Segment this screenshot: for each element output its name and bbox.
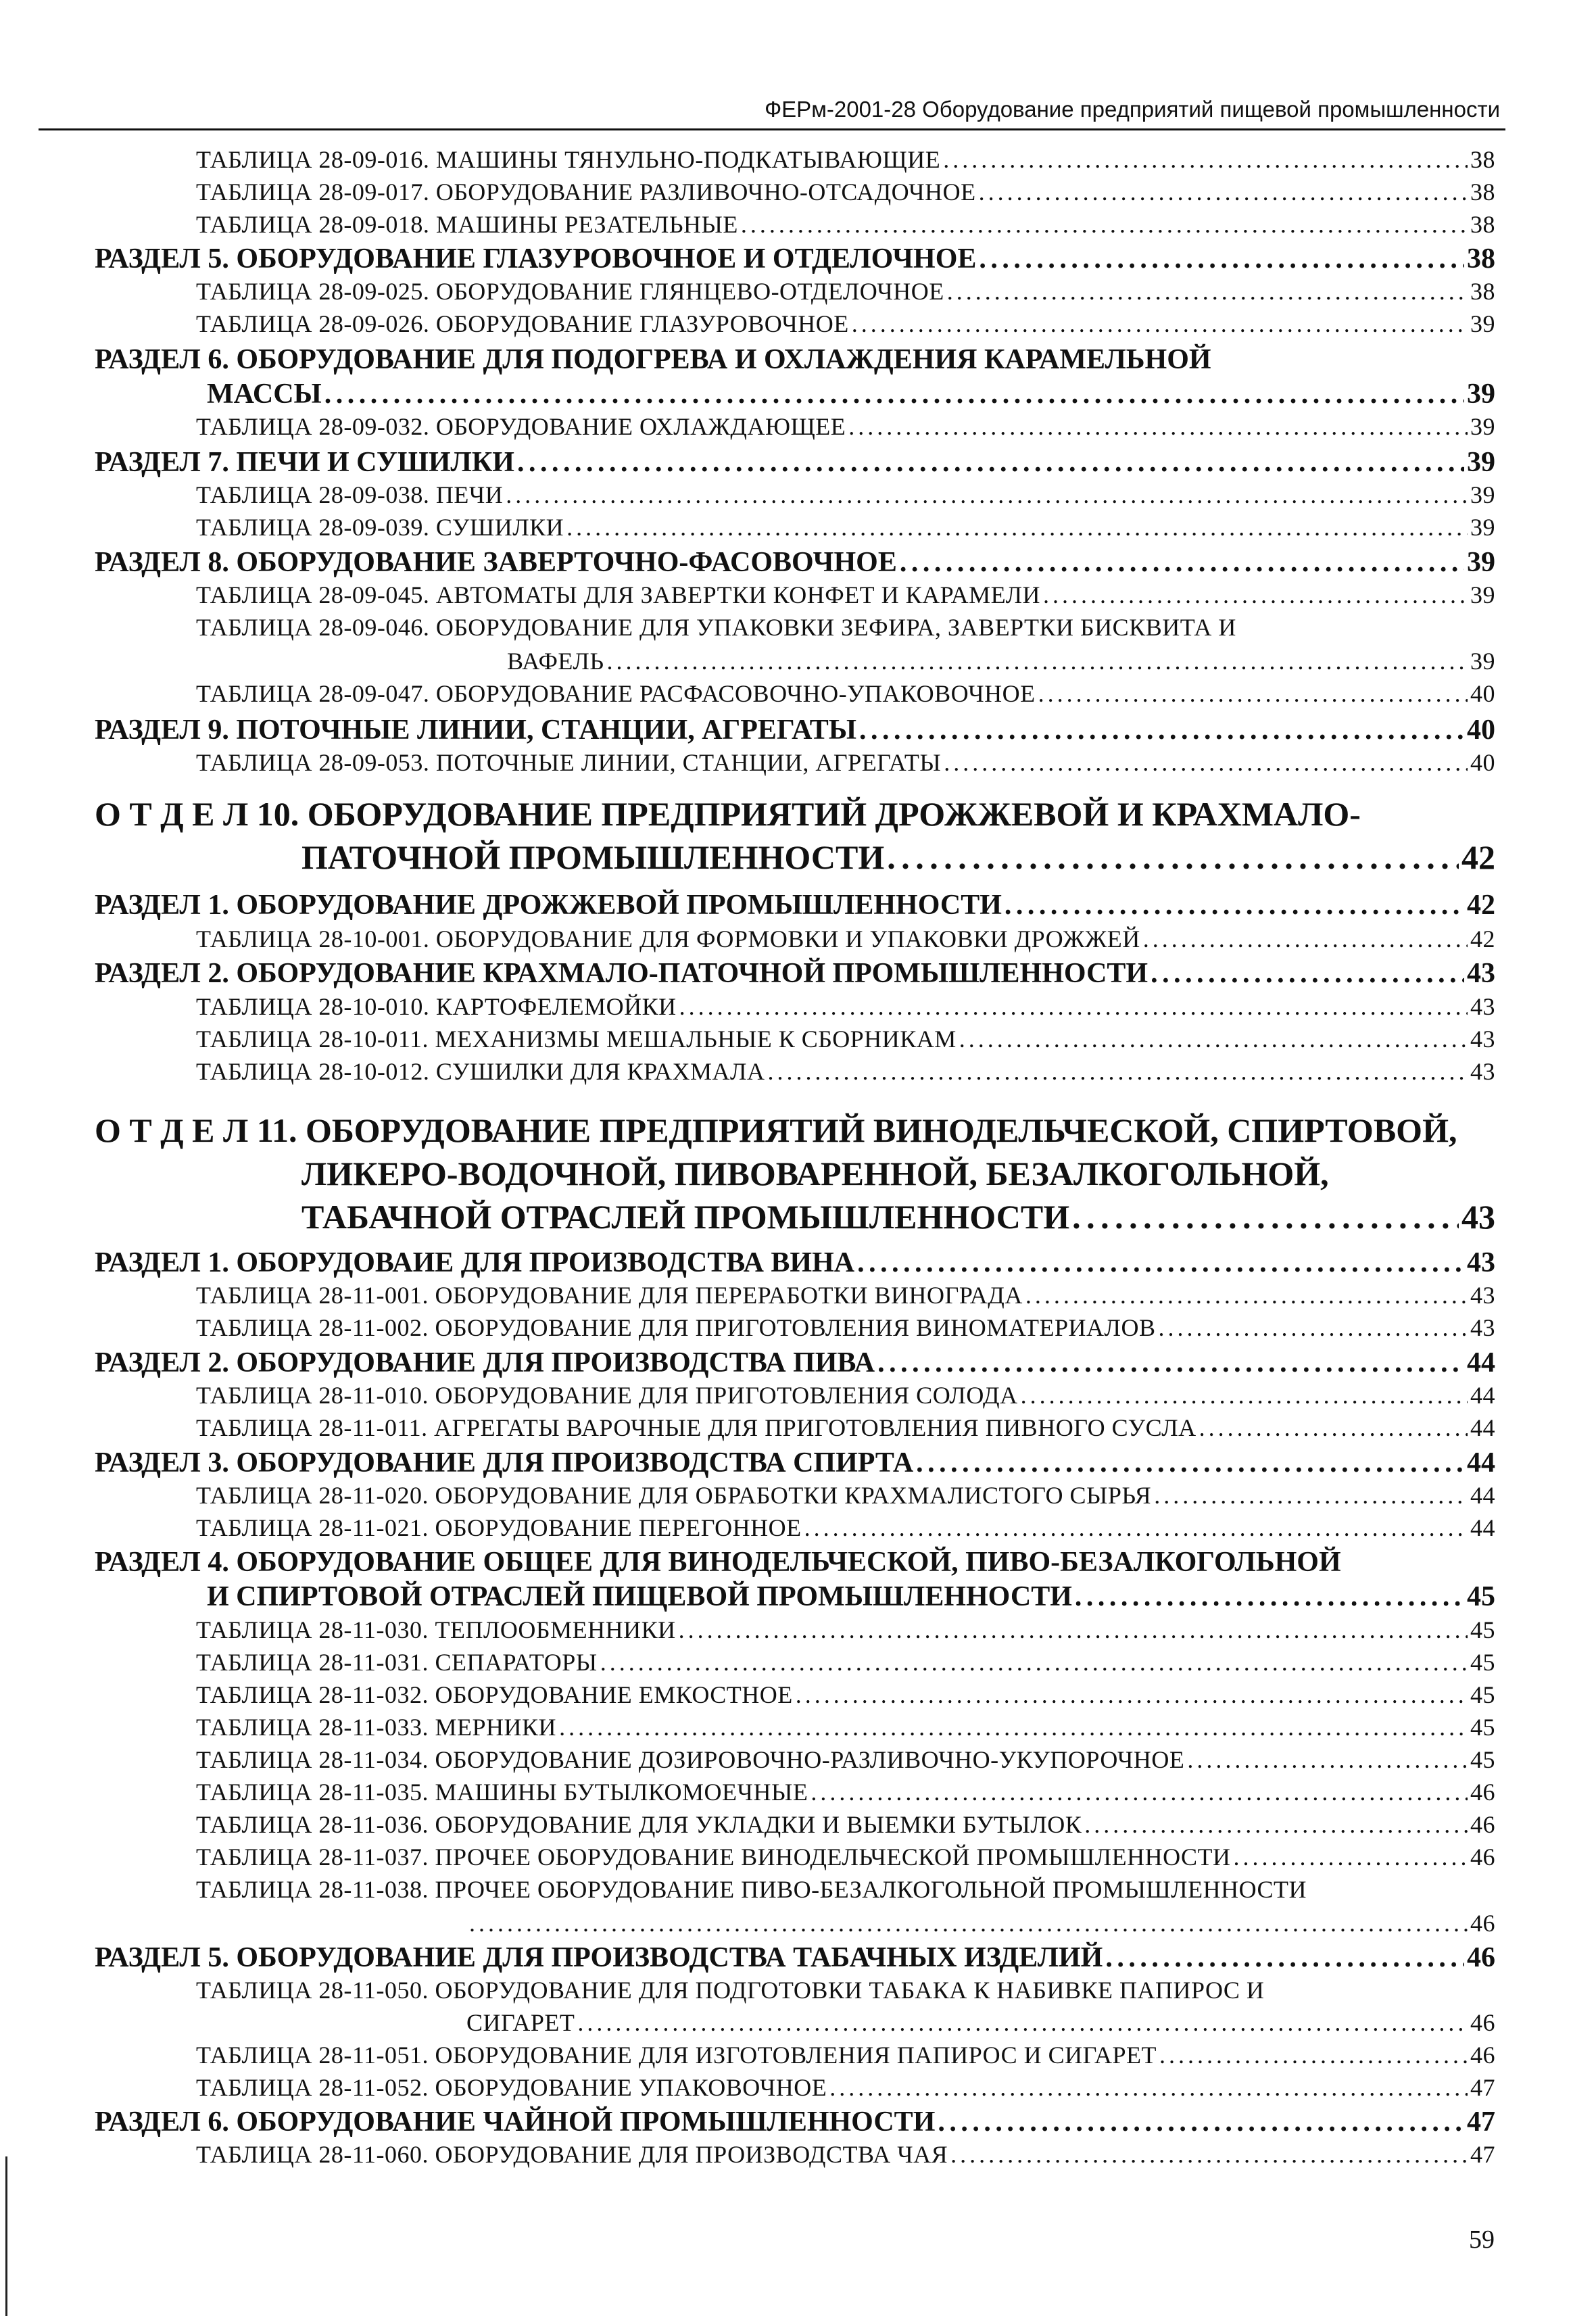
toc-table-entry[interactable] — [196, 2072, 1495, 2103]
toc-table-entry[interactable] — [196, 512, 1495, 543]
toc-table-entry[interactable] — [196, 1841, 1495, 1873]
entry-title: РАЗДЕЛ 6. ОБОРУДОВАНИЕ ЧАЙНОЙ ПРОМЫШЛЕННОСТИ — [95, 2106, 936, 2138]
entry-title: ТАБЛИЦА 28-11-051. ОБОРУДОВАНИЕ ДЛЯ ИЗГОТОВЛЕНИЯ ПАПИРОС И СИГАРЕТ — [196, 2042, 1157, 2069]
entry-page-number: 45 — [1470, 1616, 1495, 1643]
entry-title: ТАБЛИЦА 28-09-032. ОБОРУДОВАНИЕ ОХЛАЖДАЮЩЕЕ — [196, 413, 846, 440]
entry-page-number: 38 — [1470, 211, 1495, 238]
toc-section-entry[interactable] — [95, 1545, 1495, 1580]
entry-page-number: 39 — [1470, 310, 1495, 337]
entry-page-number: 42 — [1470, 925, 1495, 952]
entry-title: ТАБЛИЦА 28-09-026. ОБОРУДОВАНИЕ ГЛАЗУРОВОЧНОЕ — [196, 310, 849, 337]
entry-page-number: 43 — [1470, 993, 1495, 1020]
toc-section-entry[interactable] — [95, 445, 1495, 480]
toc-table-entry[interactable] — [466, 2007, 1495, 2038]
entry-title: СИГАРЕТ — [466, 2009, 575, 2036]
toc-table-entry[interactable] — [196, 612, 1495, 643]
toc-section-entry[interactable] — [95, 956, 1495, 991]
dot-leader — [1021, 1380, 1468, 1411]
dot-leader — [857, 1245, 1464, 1280]
entry-title: РАЗДЕЛ 6. ОБОРУДОВАНИЕ ДЛЯ ПОДОГРЕВА И ОХЛАЖДЕНИЯ КАРАМЕЛЬНОЙ — [95, 344, 1211, 375]
toc-table-entry[interactable] — [196, 144, 1495, 175]
dot-leader — [796, 1679, 1468, 1710]
entry-page-number: 45 — [1470, 1649, 1495, 1676]
page-number: 59 — [1469, 2225, 1495, 2254]
dot-leader — [887, 836, 1459, 878]
entry-page-number: 46 — [1470, 2042, 1495, 2069]
dot-leader — [944, 747, 1468, 778]
entry-page-number: 39 — [1470, 413, 1495, 440]
dot-leader — [1199, 1412, 1468, 1443]
entry-title: РАЗДЕЛ 2. ОБОРУДОВАНИЕ КРАХМАЛО-ПАТОЧНОЙ ПРОМЫШЛЕННОСТИ — [95, 958, 1148, 989]
header-title: ФЕРм-2001-28 Оборудование предприятий пищевой промышленности — [765, 97, 1500, 122]
entry-page-number: 43 — [1467, 958, 1495, 989]
entry-page-number: 46 — [1470, 1843, 1495, 1871]
entry-page-number: 45 — [1470, 1714, 1495, 1741]
entry-title: ТАБЛИЦА 28-11-038. ПРОЧЕЕ ОБОРУДОВАНИЕ ПИВО-БЕЗАЛКОГОЛЬНОЙ ПРОМЫШЛЕННОСТИ — [196, 1876, 1307, 1903]
dot-leader — [566, 512, 1468, 543]
entry-page-number: 46 — [1470, 1910, 1495, 1937]
dot-leader — [1038, 678, 1468, 709]
toc-table-entry[interactable] — [196, 678, 1495, 709]
entry-page-number: 47 — [1467, 2106, 1495, 2138]
entry-page-number: 46 — [1470, 1779, 1495, 1806]
entry-page-number: 40 — [1467, 715, 1495, 746]
entry-page-number: 39 — [1467, 379, 1495, 410]
entry-page-number: 38 — [1470, 178, 1495, 206]
entry-title: ТАБЛИЦА 28-09-017. ОБОРУДОВАНИЕ РАЗЛИВОЧНО-ОТСАДОЧНОЕ — [196, 178, 976, 206]
entry-page-number: 39 — [1467, 547, 1495, 578]
entry-page-number: 43 — [1461, 1198, 1495, 1236]
entry-title: РАЗДЕЛ 5. ОБОРУДОВАНИЕ ДЛЯ ПРОИЗВОДСТВА ТАБАЧНЫХ ИЗДЕЛИЙ — [95, 1942, 1103, 1973]
dot-leader — [1084, 1809, 1468, 1840]
toc-table-entry[interactable] — [196, 1056, 1495, 1087]
entry-page-number: 38 — [1470, 146, 1495, 173]
entry-page-number: 46 — [1470, 1811, 1495, 1838]
toc-table-entry[interactable] — [196, 1280, 1495, 1311]
entry-page-number: 44 — [1470, 1514, 1495, 1541]
toc-table-entry[interactable] — [196, 991, 1495, 1022]
toc-section-entry[interactable] — [95, 1445, 1495, 1480]
entry-title: ПАТОЧНОЙ ПРОМЫШЛЕННОСТИ — [301, 838, 885, 876]
entry-page-number: 43 — [1470, 1058, 1495, 1085]
dot-leader — [811, 1777, 1468, 1808]
toc-section-entry[interactable] — [207, 377, 1495, 412]
entry-page-number: 44 — [1470, 1482, 1495, 1509]
toc-table-entry[interactable] — [196, 2139, 1495, 2170]
entry-title: ТАБЛИЦА 28-10-012. СУШИЛКИ ДЛЯ КРАХМАЛА — [196, 1058, 765, 1085]
dot-leader — [859, 713, 1464, 748]
entry-page-number: 45 — [1470, 1746, 1495, 1773]
toc-table-entry[interactable] — [196, 176, 1495, 208]
entry-page-number: 44 — [1467, 1447, 1495, 1478]
entry-title: ТАБЛИЦА 28-11-030. ТЕПЛООБМЕННИКИ — [196, 1616, 676, 1643]
dot-leader — [1005, 888, 1464, 923]
toc-table-entry[interactable] — [196, 1777, 1495, 1808]
dot-leader — [506, 479, 1468, 510]
toc-table-entry[interactable] — [507, 646, 1495, 677]
dot-leader — [600, 1647, 1468, 1678]
entry-title: ТАБЛИЦА 28-10-001. ОБОРУДОВАНИЕ ДЛЯ ФОРМОВКИ И УПАКОВКИ ДРОЖЖЕЙ — [196, 925, 1140, 952]
entry-page-number: 43 — [1467, 1247, 1495, 1278]
toc-department-entry[interactable] — [301, 836, 1495, 878]
toc-section-entry[interactable] — [95, 888, 1495, 923]
dot-leader — [324, 377, 1464, 412]
entry-title: ТАБЛИЦА 28-10-011. МЕХАНИЗМЫ МЕШАЛЬНЫЕ К СБОРНИКАМ — [196, 1026, 957, 1053]
entry-page-number: 46 — [1467, 1942, 1495, 1973]
dot-leader — [943, 144, 1468, 175]
toc-section-entry[interactable] — [95, 342, 1495, 377]
toc-section-entry[interactable] — [95, 545, 1495, 580]
entry-title: РАЗДЕЛ 1. ОБОРУДОВАНИЕ ДРОЖЖЕВОЙ ПРОМЫШЛЕННОСТИ — [95, 890, 1002, 921]
toc-table-entry[interactable] — [196, 1380, 1495, 1411]
dot-leader — [1234, 1841, 1468, 1873]
dot-leader — [979, 241, 1464, 276]
entry-title: РАЗДЕЛ 9. ПОТОЧНЫЕ ЛИНИИ, СТАНЦИИ, АГРЕГАТЫ — [95, 715, 856, 746]
entry-title: ТАБЛИЦА 28-11-032. ОБОРУДОВАНИЕ ЕМКОСТНОЕ — [196, 1681, 793, 1708]
dot-leader — [1154, 1480, 1468, 1511]
entry-page-number: 47 — [1470, 2141, 1495, 2168]
entry-title: ТАБЛИЦА 28-09-047. ОБОРУДОВАНИЕ РАСФАСОВОЧНО-УПАКОВОЧНОЕ — [196, 680, 1036, 707]
dot-leader — [1187, 1744, 1468, 1775]
toc-section-entry[interactable] — [95, 1245, 1495, 1280]
dot-leader — [1143, 923, 1468, 955]
dot-leader — [679, 1614, 1468, 1645]
dot-leader — [559, 1712, 1468, 1743]
entry-page-number: 39 — [1470, 514, 1495, 541]
entry-title: ТАБЛИЦА 28-09-025. ОБОРУДОВАНИЕ ГЛЯНЦЕВО-ОТДЕЛОЧНОЕ — [196, 278, 944, 305]
toc-table-entry[interactable] — [196, 276, 1495, 307]
dot-leader — [877, 1345, 1464, 1380]
toc-table-entry[interactable] — [196, 2040, 1495, 2071]
toc-department-entry[interactable] — [301, 1153, 1495, 1195]
dot-leader — [1105, 1940, 1464, 1975]
entry-page-number: 43 — [1470, 1026, 1495, 1053]
dot-leader — [1158, 1312, 1468, 1343]
entry-title: ТАБЛИЦА 28-11-034. ОБОРУДОВАНИЕ ДОЗИРОВОЧНО-РАЗЛИВОЧНО-УКУПОРОЧНОЕ — [196, 1746, 1185, 1773]
entry-title: ТАБЛИЦА 28-09-039. СУШИЛКИ — [196, 514, 564, 541]
dot-leader — [1159, 2040, 1468, 2071]
entry-page-number: 39 — [1470, 481, 1495, 508]
entry-title: РАЗДЕЛ 7. ПЕЧИ И СУШИЛКИ — [95, 447, 514, 478]
entry-title: РАЗДЕЛ 3. ОБОРУДОВАНИЕ ДЛЯ ПРОИЗВОДСТВА СПИРТА — [95, 1447, 914, 1478]
entry-title: ТАБЛИЦА 28-11-036. ОБОРУДОВАНИЕ ДЛЯ УКЛАДКИ И ВЫЕМКИ БУТЫЛОК — [196, 1811, 1082, 1838]
entry-title: ТАБЛИЦА 28-11-010. ОБОРУДОВАНИЕ ДЛЯ ПРИГОТОВЛЕНИЯ СОЛОДА — [196, 1382, 1018, 1409]
entry-title: ТАБЛИЦА 28-11-021. ОБОРУДОВАНИЕ ПЕРЕГОННОЕ — [196, 1514, 802, 1541]
entry-title: И СПИРТОВОЙ ОТРАСЛЕЙ ПИЩЕВОЙ ПРОМЫШЛЕННОСТИ — [207, 1581, 1072, 1612]
entry-title: ТАБЛИЦА 28-11-060. ОБОРУДОВАНИЕ ДЛЯ ПРОИЗВОДСТВА ЧАЯ — [196, 2141, 948, 2168]
dot-leader — [517, 445, 1464, 480]
toc-table-entry[interactable] — [466, 1908, 1495, 1939]
toc-table-entry[interactable] — [196, 1809, 1495, 1840]
dot-leader — [1075, 1579, 1464, 1614]
dot-leader — [848, 411, 1468, 442]
entry-title: РАЗДЕЛ 1. ОБОРУДОВАИЕ ДЛЯ ПРОИЗВОДСТВА ВИНА — [95, 1247, 855, 1278]
dot-leader — [469, 1908, 1468, 1939]
toc-section-entry[interactable] — [95, 241, 1495, 276]
toc-table-entry[interactable] — [196, 747, 1495, 778]
entry-title: О Т Д Е Л 10. ОБОРУДОВАНИЕ ПРЕДПРИЯТИЙ ДРОЖЖЕВОЙ И КРАХМАЛО- — [95, 795, 1361, 833]
entry-page-number: 42 — [1467, 890, 1495, 921]
toc-table-entry[interactable] — [196, 209, 1495, 240]
entry-title: РАЗДЕЛ 4. ОБОРУДОВАНИЕ ОБЩЕЕ ДЛЯ ВИНОДЕЛЬЧЕСКОЙ, ПИВО-БЕЗАЛКОГОЛЬНОЙ — [95, 1547, 1341, 1578]
dot-leader — [1072, 1196, 1459, 1238]
entry-title: ТАБЛИЦА 28-09-046. ОБОРУДОВАНИЕ ДЛЯ УПАКОВКИ ЗЕФИРА, ЗАВЕРТКИ БИСКВИТА И — [196, 614, 1236, 641]
toc-table-entry[interactable] — [196, 411, 1495, 442]
entry-title: ТАБЛИЦА 28-11-050. ОБОРУДОВАНИЕ ДЛЯ ПОДГОТОВКИ ТАБАКА К НАБИВКЕ ПАПИРОС И — [196, 1977, 1265, 2004]
dot-leader — [679, 991, 1468, 1022]
entry-title: ТАБЛИЦА 28-09-053. ПОТОЧНЫЕ ЛИНИИ, СТАНЦИИ, АГРЕГАТЫ — [196, 749, 942, 776]
entry-page-number: 45 — [1470, 1681, 1495, 1708]
toc-table-entry[interactable] — [196, 1712, 1495, 1743]
toc-section-entry[interactable] — [95, 1345, 1495, 1380]
entry-title: ТАБЛИЦА 28-11-020. ОБОРУДОВАНИЕ ДЛЯ ОБРАБОТКИ КРАХМАЛИСТОГО СЫРЬЯ — [196, 1482, 1152, 1509]
toc-table-entry[interactable] — [196, 579, 1495, 610]
toc-table-entry[interactable] — [196, 479, 1495, 510]
entry-title: РАЗДЕЛ 2. ОБОРУДОВАНИЕ ДЛЯ ПРОИЗВОДСТВА ПИВА — [95, 1347, 875, 1378]
entry-title: ТАБАЧНОЙ ОТРАСЛЕЙ ПРОМЫШЛЕННОСТИ — [301, 1198, 1070, 1236]
dot-leader — [741, 209, 1468, 240]
toc-section-entry[interactable] — [95, 713, 1495, 748]
toc-table-entry[interactable] — [196, 1874, 1495, 1905]
toc-department-entry[interactable] — [95, 1109, 1495, 1151]
entry-page-number: 40 — [1470, 749, 1495, 776]
toc-table-entry[interactable] — [196, 1023, 1495, 1055]
entry-title: РАЗДЕЛ 5. ОБОРУДОВАНИЕ ГЛАЗУРОВОЧНОЕ И ОТДЕЛОЧНОЕ — [95, 243, 977, 274]
scan-margin-line — [5, 2156, 7, 2316]
running-header — [39, 95, 1505, 130]
dot-leader — [577, 2007, 1468, 2038]
entry-title: ТАБЛИЦА 28-11-033. МЕРНИКИ — [196, 1714, 557, 1741]
entry-page-number: 38 — [1470, 278, 1495, 305]
dot-leader — [767, 1056, 1468, 1087]
entry-title: РАЗДЕЛ 8. ОБОРУДОВАНИЕ ЗАВЕРТОЧНО-ФАСОВОЧНОЕ — [95, 547, 897, 578]
entry-page-number: 45 — [1467, 1581, 1495, 1612]
dot-leader — [979, 176, 1468, 208]
entry-page-number: 44 — [1467, 1347, 1495, 1378]
entry-title: ТАБЛИЦА 28-11-011. АГРЕГАТЫ ВАРОЧНЫЕ ДЛЯ ПРИГОТОВЛЕНИЯ ПИВНОГО СУСЛА — [196, 1414, 1196, 1441]
entry-title: О Т Д Е Л 11. ОБОРУДОВАНИЕ ПРЕДПРИЯТИЙ ВИНОДЕЛЬЧЕСКОЙ, СПИРТОВОЙ, — [95, 1111, 1457, 1149]
toc-section-entry[interactable] — [95, 2104, 1495, 2140]
dot-leader — [852, 308, 1468, 339]
dot-leader — [959, 1023, 1468, 1055]
dot-leader — [804, 1512, 1468, 1543]
entry-title: ТАБЛИЦА 28-10-010. КАРТОФЕЛЕМОЙКИ — [196, 993, 677, 1020]
dot-leader — [607, 646, 1468, 677]
toc-table-entry[interactable] — [196, 1744, 1495, 1775]
entry-page-number: 38 — [1467, 243, 1495, 274]
toc-table-entry[interactable] — [196, 1647, 1495, 1678]
toc-table-entry[interactable] — [196, 923, 1495, 955]
entry-page-number: 44 — [1470, 1414, 1495, 1441]
toc-department-entry[interactable] — [301, 1196, 1495, 1238]
toc-table-entry[interactable] — [196, 1614, 1495, 1645]
toc-table-entry[interactable] — [196, 1512, 1495, 1543]
entry-title: ТАБЛИЦА 28-11-001. ОБОРУДОВАНИЕ ДЛЯ ПЕРЕРАБОТКИ ВИНОГРАДА — [196, 1282, 1023, 1309]
entry-title: ТАБЛИЦА 28-11-031. СЕПАРАТОРЫ — [196, 1649, 598, 1676]
entry-page-number: 43 — [1470, 1282, 1495, 1309]
toc-table-entry[interactable] — [196, 1412, 1495, 1443]
dot-leader — [950, 2139, 1468, 2170]
entry-title: ТАБЛИЦА 28-11-037. ПРОЧЕЕ ОБОРУДОВАНИЕ ВИНОДЕЛЬЧЕСКОЙ ПРОМЫШЛЕННОСТИ — [196, 1843, 1231, 1871]
dot-leader — [1025, 1280, 1468, 1311]
toc-table-entry[interactable] — [196, 1975, 1495, 2006]
entry-title: ТАБЛИЦА 28-11-035. МАШИНЫ БУТЫЛКОМОЕЧНЫЕ — [196, 1779, 808, 1806]
toc-department-entry[interactable] — [95, 793, 1495, 835]
dot-leader — [1151, 956, 1464, 991]
entry-page-number: 39 — [1470, 581, 1495, 608]
entry-title: МАССЫ — [207, 379, 322, 410]
entry-title: ЛИКЕРО-ВОДОЧНОЙ, ПИВОВАРЕННОЙ, БЕЗАЛКОГОЛЬНОЙ, — [301, 1155, 1329, 1192]
entry-title: ТАБЛИЦА 28-09-016. МАШИНЫ ТЯНУЛЬНО-ПОДКАТЫВАЮЩИЕ — [196, 146, 941, 173]
entry-page-number: 39 — [1467, 447, 1495, 478]
dot-leader — [1043, 579, 1468, 610]
entry-page-number: 39 — [1470, 648, 1495, 675]
toc-section-entry[interactable] — [95, 1940, 1495, 1975]
dot-leader — [916, 1445, 1464, 1480]
toc-table-entry[interactable] — [196, 308, 1495, 339]
dot-leader — [829, 2072, 1468, 2103]
entry-page-number: 43 — [1470, 1314, 1495, 1341]
entry-page-number: 44 — [1470, 1382, 1495, 1409]
entry-page-number: 47 — [1470, 2074, 1495, 2101]
entry-title: ТАБЛИЦА 28-09-038. ПЕЧИ — [196, 481, 504, 508]
toc-section-entry[interactable] — [207, 1579, 1495, 1614]
entry-page-number: 42 — [1461, 838, 1495, 876]
entry-page-number: 46 — [1470, 2009, 1495, 2036]
toc-table-entry[interactable] — [196, 1312, 1495, 1343]
toc-table-entry[interactable] — [196, 1679, 1495, 1710]
dot-leader — [938, 2104, 1464, 2140]
dot-leader — [900, 545, 1464, 580]
entry-title: ТАБЛИЦА 28-11-052. ОБОРУДОВАНИЕ УПАКОВОЧНОЕ — [196, 2074, 827, 2101]
dot-leader — [947, 276, 1468, 307]
entry-title: ТАБЛИЦА 28-11-002. ОБОРУДОВАНИЕ ДЛЯ ПРИГОТОВЛЕНИЯ ВИНОМАТЕРИАЛОВ — [196, 1314, 1156, 1341]
toc-table-entry[interactable] — [196, 1480, 1495, 1511]
entry-page-number: 40 — [1470, 680, 1495, 707]
entry-title: ВАФЕЛЬ — [507, 648, 604, 675]
entry-title: ТАБЛИЦА 28-09-045. АВТОМАТЫ ДЛЯ ЗАВЕРТКИ КОНФЕТ И КАРАМЕЛИ — [196, 581, 1041, 608]
entry-title: ТАБЛИЦА 28-09-018. МАШИНЫ РЕЗАТЕЛЬНЫЕ — [196, 211, 738, 238]
